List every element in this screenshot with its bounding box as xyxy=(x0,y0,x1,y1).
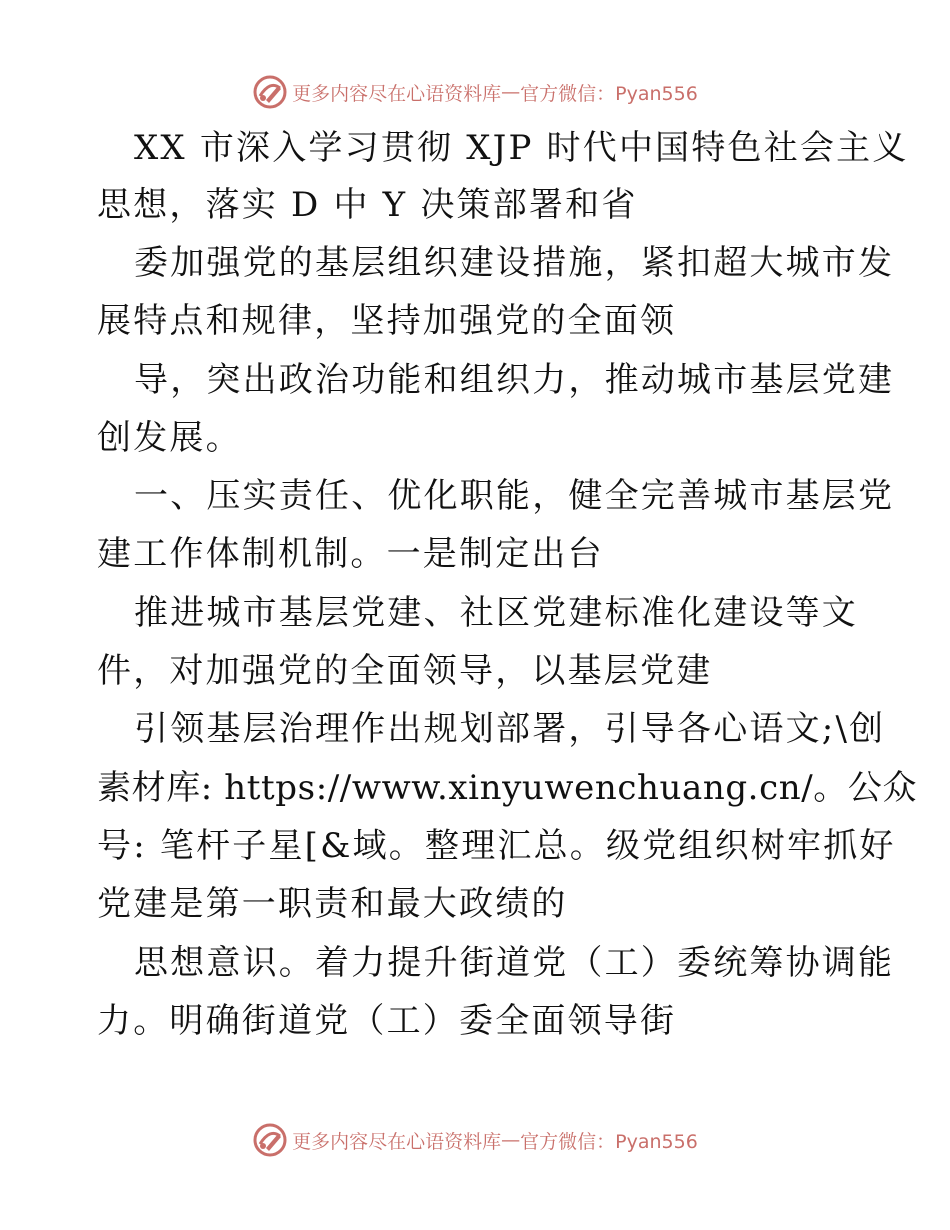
logo-icon xyxy=(252,74,288,110)
text-line: 展特点和规律，坚持加强党的全面领 xyxy=(97,301,677,341)
text-line: XX 市深入学习贯彻 XJP 时代中国特色社会主义 xyxy=(134,128,909,168)
text-line: 思想，落实 D 中 Y 决策部署和省 xyxy=(97,185,638,225)
footer-banner-separator: — xyxy=(501,1129,521,1151)
text-line: 委加强党的基层组织建设措施，紧扣超大城市发 xyxy=(134,243,895,283)
text-line: 素材库: https://www.xinyuwenchuang.cn/。公众 xyxy=(97,768,918,808)
text-line: 思想意识。着力提升街道党（工）委统筹协调能 xyxy=(134,943,895,983)
text-line: 号: 笔杆子星[&域。整理汇总。级党组织树牢抓好 xyxy=(97,826,896,866)
text-line: 件，对加强党的全面领导，以基层党建 xyxy=(97,651,713,691)
section-heading-line: 一、压实责任、优化职能，健全完善城市基层党 xyxy=(134,476,895,516)
text-line: 力。明确街道党（工）委全面领导街 xyxy=(97,1001,677,1041)
footer-banner-text: 更多内容尽在心语资料库 xyxy=(292,1130,502,1153)
header-banner xyxy=(0,72,950,112)
logo-icon xyxy=(252,1122,288,1158)
text-line: 导，突出政治功能和组织力，推动城市基层党建 xyxy=(134,360,895,400)
text-line: 引领基层治理作出规划部署，引导各心语文;\创 xyxy=(134,709,886,749)
header-banner-separator: — xyxy=(501,81,521,103)
header-banner-text: 更多内容尽在心语资料库 xyxy=(292,82,502,105)
text-line: 建工作体制机制。一是制定出台 xyxy=(97,534,604,574)
header-banner-wechat: 官方微信：Pyan556 xyxy=(520,82,698,105)
footer-banner xyxy=(0,1120,950,1160)
text-line: 党建是第一职责和最大政绩的 xyxy=(97,884,568,924)
text-line: 推进城市基层党建、社区党建标准化建设等文 xyxy=(134,593,858,633)
text-line: 创发展。 xyxy=(97,418,242,458)
footer-banner-wechat: 官方微信：Pyan556 xyxy=(520,1130,698,1153)
